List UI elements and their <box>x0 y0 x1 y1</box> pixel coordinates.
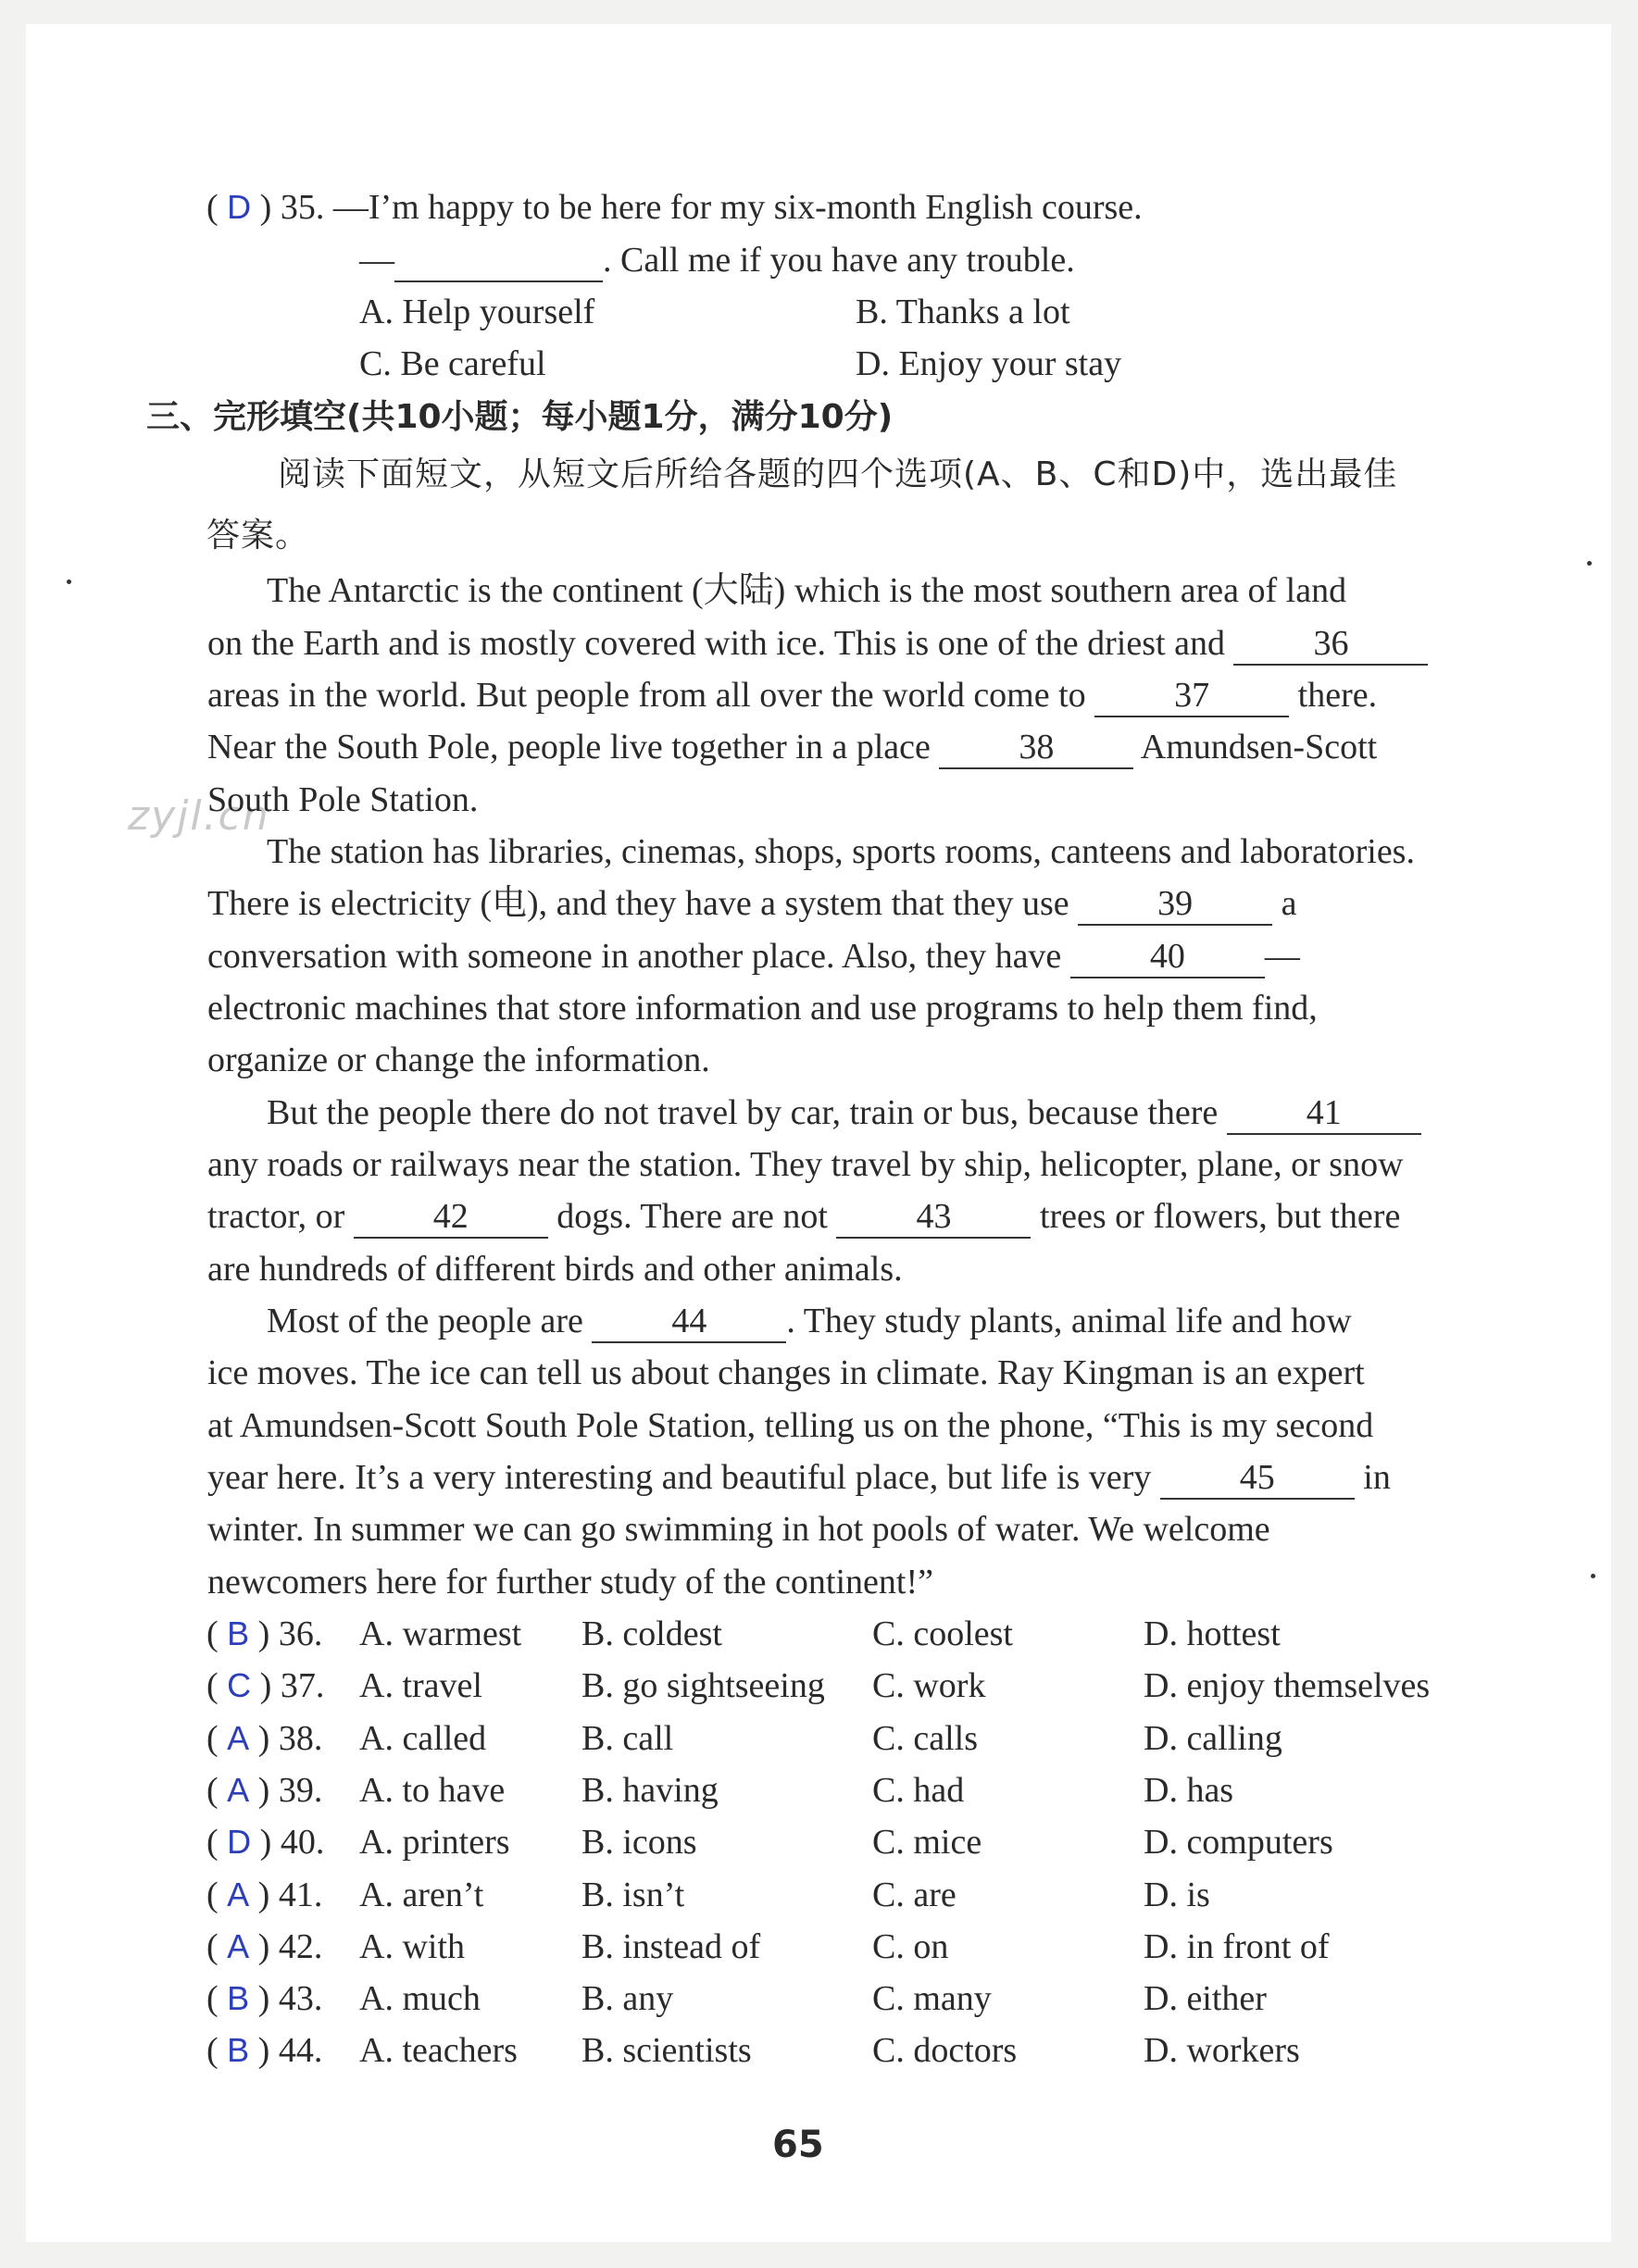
question-number: 35. <box>280 188 325 227</box>
passage-text: tractor, or <box>207 1197 354 1236</box>
answer-paren: ( <box>206 188 228 227</box>
option-d: D. calling <box>1144 1719 1282 1758</box>
option-c: C. doctors <box>872 2031 1018 2070</box>
answer-letter: A <box>227 1927 250 1965</box>
question-answer: ( A ) 41. <box>206 1875 323 1914</box>
question-35-reply: — . Call me if you have any trouble. <box>359 234 1075 286</box>
answer-letter: D <box>227 188 252 226</box>
question-number: 43. <box>278 1979 323 2018</box>
answer-letter: A <box>227 1771 250 1809</box>
option-d: D. has <box>1144 1771 1234 1810</box>
passage-text: are hundreds of different birds and other animals. <box>207 1250 903 1289</box>
scan-speck <box>67 579 71 584</box>
passage-line <box>207 617 1428 669</box>
passage-text: But the people there do not travel by car, train or bus, because there <box>267 1093 1227 1132</box>
question-number: 36. <box>278 1614 323 1653</box>
question-number: 37. <box>280 1666 325 1705</box>
answer-letter: B <box>227 2031 250 2069</box>
passage-text: trees or flowers, but there <box>1031 1197 1401 1236</box>
section-heading: 三、完形填空(共10小题；每小题1分，满分10分) <box>146 398 894 436</box>
option-a: A. travel <box>359 1666 482 1705</box>
question-number: 40. <box>280 1823 325 1862</box>
blank-43: 43 <box>836 1196 1031 1239</box>
option-c: C. on <box>872 1927 949 1966</box>
passage-text: areas in the world. But people from all over the world come to <box>207 676 1095 715</box>
option-c: C. are <box>872 1875 957 1914</box>
passage-text: South Pole Station. <box>207 780 479 819</box>
option-c: C. mice <box>872 1823 982 1862</box>
passage-text: Near the South Pole, people live together in a place <box>207 728 940 766</box>
option-c: C. work <box>872 1666 986 1705</box>
option-d: D. in front of <box>1144 1927 1330 1966</box>
option-d: D. workers <box>1144 2031 1300 2070</box>
option-b: B. any <box>581 1979 674 2018</box>
passage-text: The station has libraries, cinemas, shops, sports rooms, canteens and laboratories. <box>267 832 1415 871</box>
option-d: D. computers <box>1144 1823 1333 1862</box>
option-a: A. teachers <box>359 2031 518 2070</box>
worksheet-page <box>26 24 1611 2242</box>
option-b: B. Thanks a lot <box>856 293 1070 331</box>
passage-line <box>207 982 1318 1034</box>
passage-line <box>207 1243 903 1295</box>
blank-44: 44 <box>592 1301 786 1343</box>
question-answer: ( A ) 39. <box>206 1771 323 1810</box>
question-answer: ( B ) 44. <box>206 2031 323 2070</box>
option-a: A. with <box>359 1927 465 1966</box>
option-b: B. having <box>581 1771 719 1810</box>
watermark: zyjl.cn <box>128 792 270 840</box>
blank-45: 45 <box>1160 1457 1355 1500</box>
question-answer: ( D ) 40. <box>206 1823 325 1862</box>
answer-letter: D <box>227 1823 252 1861</box>
passage-line <box>207 1400 1373 1452</box>
blank-38: 38 <box>939 727 1133 769</box>
passage-line <box>207 1347 1365 1399</box>
passage-line <box>207 1556 933 1608</box>
passage-line <box>207 774 478 826</box>
passage-text: at Amundsen-Scott South Pole Station, telling us on the phone, “This is my second <box>207 1406 1374 1445</box>
answer-letter: A <box>227 1875 250 1913</box>
option-a: A. to have <box>359 1771 506 1810</box>
question-number: 38. <box>278 1719 323 1758</box>
passage-line <box>207 669 1377 721</box>
blank-39: 39 <box>1078 883 1272 926</box>
passage-text: ice moves. The ice can tell us about changes in climate. Ray Kingman is an expert <box>207 1353 1365 1392</box>
passage-line <box>207 878 1297 929</box>
blank-40: 40 <box>1070 936 1265 978</box>
option-a: A. aren’t <box>359 1875 484 1914</box>
passage-text: organize or change the information. <box>207 1041 710 1079</box>
passage-text: . They study plants, animal life and how <box>786 1302 1352 1340</box>
option-b: B. go sightseeing <box>581 1666 825 1705</box>
blank-37: 37 <box>1094 675 1289 717</box>
option-a: A. warmest <box>359 1614 522 1653</box>
question-answer: ( A ) 42. <box>206 1927 323 1966</box>
option-a: A. Help yourself <box>359 293 595 331</box>
question-number: 44. <box>278 2031 323 2070</box>
blank-42: 42 <box>354 1196 548 1239</box>
question-number: 42. <box>278 1927 323 1966</box>
question-number: 41. <box>278 1875 323 1914</box>
answer-letter: B <box>227 1979 250 2017</box>
section-instruction: 阅读下面短文，从短文后所给各题的四个选项(A、B、C和D)中，选出最佳 <box>278 455 1398 493</box>
option-b: B. scientists <box>581 2031 752 2070</box>
passage-text: winter. In summer we can go swimming in hot pools of water. We welcome <box>207 1510 1270 1549</box>
option-d: D. is <box>1144 1875 1210 1914</box>
option-d: D. either <box>1144 1979 1267 2018</box>
passage-text: Amundsen-Scott <box>1133 728 1378 766</box>
option-b: B. call <box>581 1719 674 1758</box>
option-d: D. Enjoy your stay <box>856 344 1122 383</box>
passage-line <box>207 1503 1270 1555</box>
blank-36: 36 <box>1233 623 1428 666</box>
option-c: C. coolest <box>872 1614 1013 1653</box>
option-c: C. had <box>872 1771 965 1810</box>
option-a: A. called <box>359 1719 487 1758</box>
scan-speck <box>1587 561 1592 566</box>
passage-text: There is electricity (电), and they have a system that they use <box>207 884 1079 923</box>
passage-line <box>207 930 1300 982</box>
option-d: D. hottest <box>1144 1614 1281 1653</box>
question-35: ( D ) 35. —I’m happy to be here for my six-month English course. <box>206 188 1143 227</box>
option-b: B. icons <box>581 1823 697 1862</box>
passage-line <box>207 1139 1404 1190</box>
option-b: B. instead of <box>581 1927 761 1966</box>
passage-line <box>267 565 1346 617</box>
passage-line <box>267 1295 1352 1347</box>
option-c: C. calls <box>872 1719 978 1758</box>
option-a: A. much <box>359 1979 481 2018</box>
passage-line <box>207 721 1377 773</box>
passage-line <box>207 1452 1391 1503</box>
section-instruction-cont: 答案。 <box>206 517 310 555</box>
passage-line <box>207 1034 710 1086</box>
option-b: B. isn’t <box>581 1875 685 1914</box>
passage-text: — <box>1264 937 1300 976</box>
passage-line <box>207 1190 1400 1242</box>
question-number: 39. <box>278 1771 323 1810</box>
question-prompt: —I’m happy to be here for my six-month English course. <box>332 188 1143 227</box>
passage-text: any roads or railways near the station. They travel by ship, helicopter, plane, or snow <box>207 1145 1404 1184</box>
passage-text: on the Earth and is mostly covered with ice. This is one of the driest and <box>207 624 1234 663</box>
question-answer: ( B ) 43. <box>206 1979 323 2018</box>
blank-41: 41 <box>1227 1092 1421 1135</box>
option-b: B. coldest <box>581 1614 722 1653</box>
passage-text: dogs. There are not <box>547 1197 837 1236</box>
passage-text: electronic machines that store information and use programs to help them find, <box>207 989 1318 1028</box>
question-answer: ( A ) 38. <box>206 1719 323 1758</box>
passage-text: Most of the people are <box>267 1302 593 1340</box>
passage-text: year here. It’s a very interesting and beautiful place, but life is very <box>207 1458 1160 1497</box>
scan-speck <box>1591 1574 1595 1578</box>
passage-text: there. <box>1289 676 1378 715</box>
answer-blank <box>394 240 603 282</box>
passage-text: in <box>1354 1458 1391 1497</box>
question-answer: ( C ) 37. <box>206 1666 325 1705</box>
passage-text: newcomers here for further study of the continent!” <box>207 1563 933 1601</box>
answer-letter: B <box>227 1614 250 1652</box>
option-c: C. many <box>872 1979 992 2018</box>
answer-letter: A <box>227 1719 250 1757</box>
passage-line <box>267 1087 1421 1139</box>
passage-line <box>267 826 1415 878</box>
page-number: 65 <box>772 2124 824 2166</box>
question-answer: ( B ) 36. <box>206 1614 323 1653</box>
passage-text: a <box>1272 884 1297 923</box>
option-d: D. enjoy themselves <box>1144 1666 1431 1705</box>
passage-text: The Antarctic is the continent (大陆) which is the most southern area of land <box>267 571 1347 610</box>
option-a: A. printers <box>359 1823 510 1862</box>
passage-text: conversation with someone in another place. Also, they have <box>207 937 1070 976</box>
option-c: C. Be careful <box>359 344 546 383</box>
answer-letter: C <box>227 1666 252 1704</box>
